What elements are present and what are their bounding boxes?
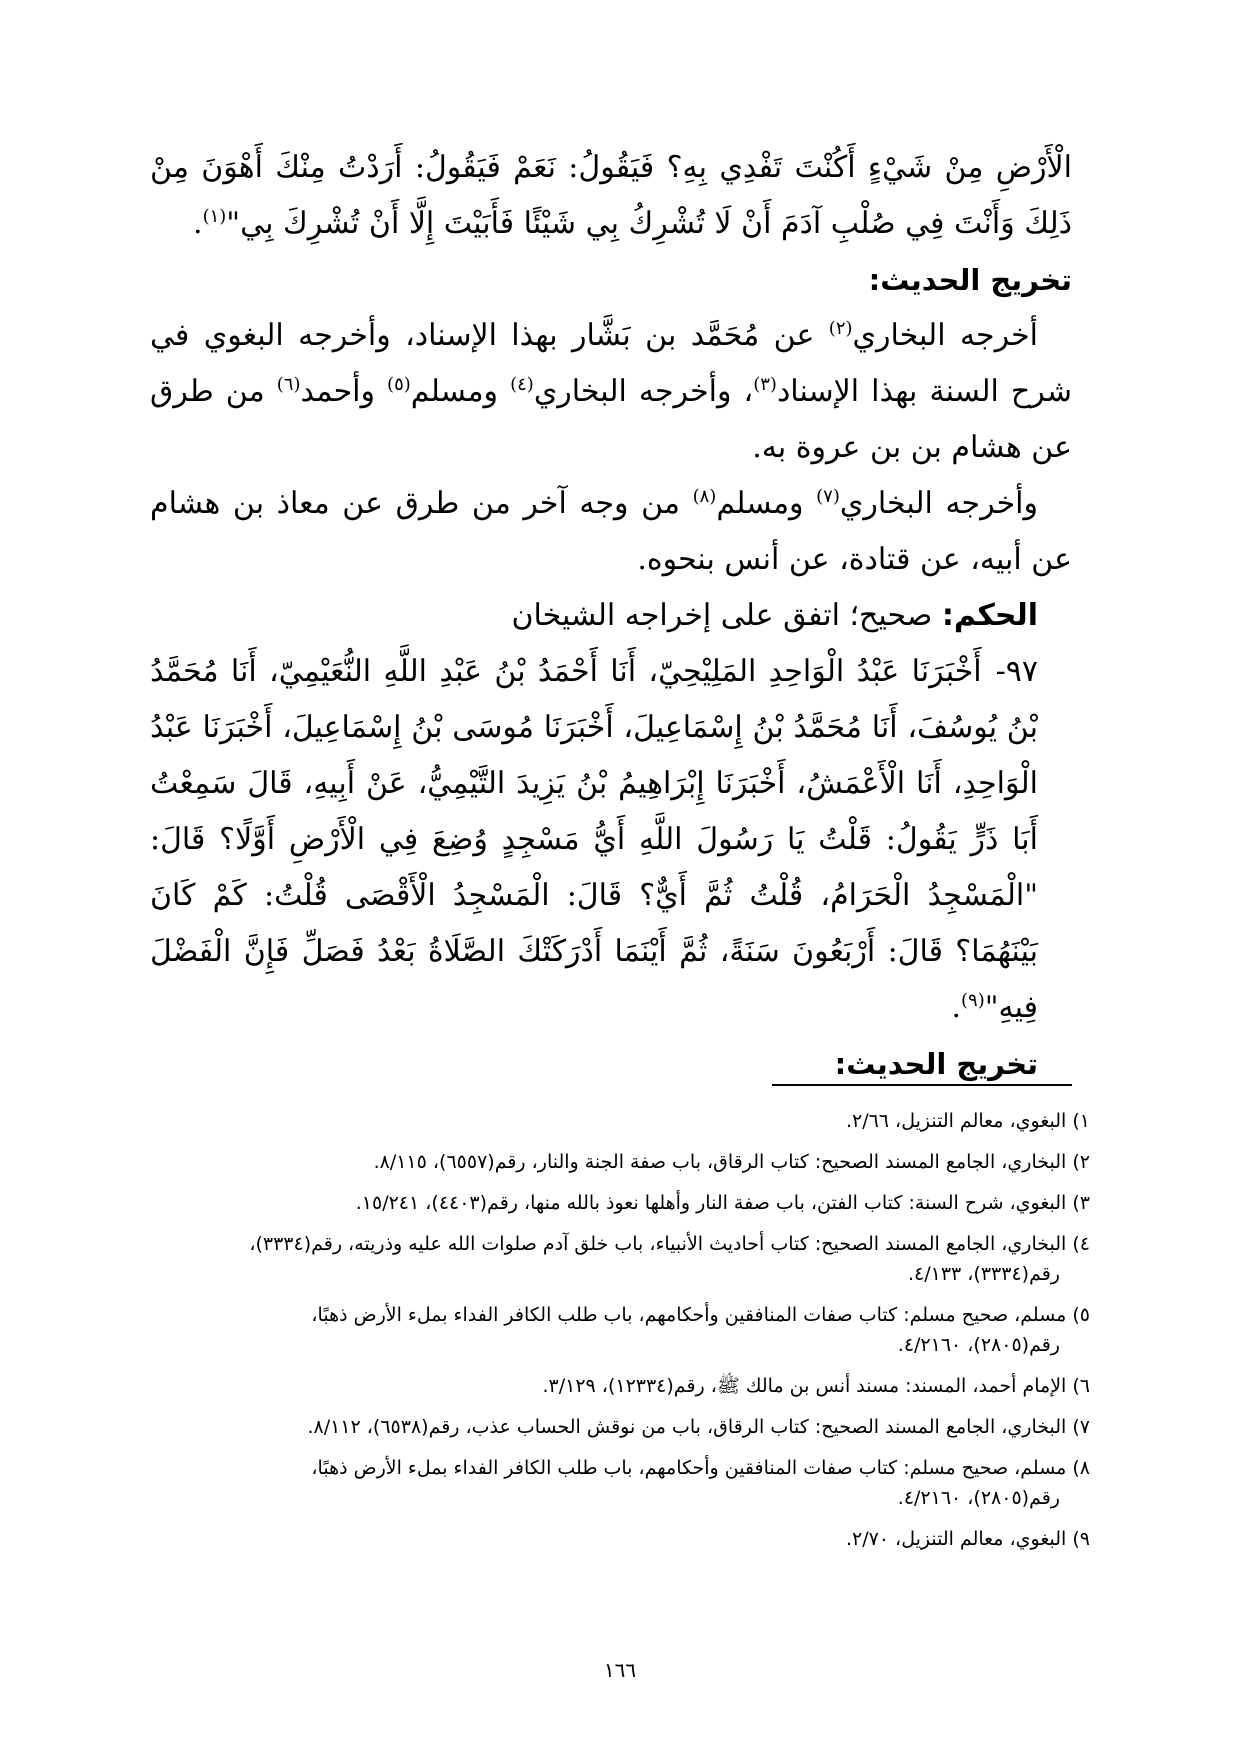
footnote-ref-1[interactable]: (١) — [202, 206, 227, 227]
footnote-7 — [150, 1412, 1090, 1442]
footnote-ref-3[interactable]: (٣) — [753, 374, 777, 395]
text-span: وأخرجه البخاري — [839, 486, 1038, 521]
period: . — [951, 990, 961, 1025]
footnote-text: ٨) مسلم، صحيح مسلم: كتاب صفات المنافقين وأحكامهم، باب طلب الكافر الفداء بملء الأرض ذهبًا، — [311, 1457, 1090, 1479]
paragraph-takhrij-1 — [150, 308, 1072, 476]
ruling-label: الحكم: — [941, 598, 1038, 633]
footnote-text: ٣) البغوي، شرح السنة: كتاب الفتن، باب صفة النار وأهلها نعوذ بالله منها، رقم(٤٤٠٣)، ١٥/٢٤١. — [355, 1192, 1090, 1214]
footnote-divider — [772, 1084, 1072, 1086]
text-span: من وجه آخر من طرق عن معاذ بن هشام عن أبيه، عن قتادة، عن أنس بنحوه. — [150, 486, 1072, 577]
footnote-text: ٢) البخاري، الجامع المسند الصحيح: كتاب الرقاق، باب صفة الجنة والنار، رقم(٦٥٥٧)، ٨/١١٥. — [373, 1151, 1090, 1173]
footnote-5 — [150, 1300, 1090, 1360]
hadith-97 — [150, 644, 1072, 1036]
hadith-continuation-text: الْأَرْضِ مِنْ شَيْءٍ أَكُنْتَ تَفْدِي بِهِ؟ فَيَقُولُ: نَعَمْ فَيَقُولُ: أَرَدْتُ مِنْكَ أَهْوَنَ مِنْ ذَلِكَ وَأَنْتَ فِي صُلْبِ آدَمَ أَنْ لَا تُشْرِكُ بِي شَيْئًا فَأَبَيْتَ إِلَّا أَنْ تُشْرِكَ بِي" — [150, 150, 1072, 241]
main-text — [150, 140, 1072, 1092]
footnote-text-cont: رقم(٢٨٠٥)، ٤/٢١٦٠. — [897, 1487, 1060, 1509]
text-span: أخرجه البخاري — [852, 318, 1039, 353]
footnote-3 — [150, 1188, 1090, 1218]
footnotes-list — [150, 1106, 1090, 1565]
footnote-ref-8[interactable]: (٨) — [692, 486, 717, 507]
section-heading-takhrij-2: تخريج الحديث: — [834, 1047, 1038, 1081]
hadith-text: أَخْبَرَنَا عَبْدُ الْوَاحِدِ المَلِيْحِيّ، أَنَا أَحْمَدُ بْنُ عَبْدِ اللَّهِ النُّعَيْمِيّ، أَنَا مُحَمَّدُ بْنُ يُوسُفَ، أَنَا مُحَمَّدُ بْنُ إِسْمَاعِيلَ، أَخْبَرَنَا مُوسَى بْنُ إِسْمَاعِيلَ، أَخْبَرَنَا عَبْدُ الْوَاحِدِ، أَنَا الْأَعْمَشُ، أَخْبَرَنَا إِبْرَاهِيمُ بْنُ يَزِيدَ التَّيْمِيُّ، عَنْ أَبِيهِ، قَالَ سَمِعْتُ أَبَا ذَرٍّ يَقُولُ: قَلْتُ يَا رَسُولَ اللَّهِ أَيُّ مَسْجِدٍ وُضِعَ فِي الْأَرْضِ أَوَّلًا؟ قَالَ: "الْمَسْجِدُ الْحَرَامُ، قُلْتُ ثُمَّ أَيٌّ؟ قَالَ: الْمَسْجِدُ الْأَقْصَى قُلْتُ: كَمْ كَانَ بَيْنَهُمَا؟ قَالَ: أَرْبَعُونَ سَنَةً، ثُمَّ أَيْنَمَا أَدْرَكَتْكَ الصَّلَاةُ بَعْدُ فَصَلِّ فَإِنَّ الْفَضْلَ فِيهِ" — [150, 654, 1038, 1025]
section-heading-takhrij: تخريج الحديث: — [868, 263, 1072, 297]
footnote-text: ٦) الإمام أحمد، المسند: مسند أنس بن مالك ﷺ، رقم(١٢٣٣٤)، ٣/١٢٩. — [542, 1375, 1090, 1397]
page-number: ١٦٦ — [603, 1658, 637, 1682]
footnote-2 — [150, 1147, 1090, 1177]
footnote-1 — [150, 1106, 1090, 1136]
footnote-text-cont: رقم(٢٨٠٥)، ٤/٢١٦٠. — [897, 1334, 1060, 1356]
footnote-ref-4[interactable]: (٤) — [510, 374, 534, 395]
footnote-text: ١) البغوي، معالم التنزيل، ٢/٦٦. — [845, 1110, 1090, 1132]
footnote-text-cont: رقم(٣٣٣٤)، ٤/١٣٣. — [907, 1263, 1060, 1285]
text-span: من طرق عن هشام بن بن عروة به. — [150, 374, 1072, 465]
footnote-6 — [150, 1371, 1090, 1401]
text-span: ومسلم — [410, 374, 511, 409]
footnote-4 — [150, 1229, 1090, 1289]
footnote-text: ٤) البخاري، الجامع المسند الصحيح: كتاب أحاديث الأنبياء، باب خلق آدم صلوات الله عليه وذريته، رقم(٣٣٣٤)، — [249, 1233, 1090, 1255]
text-span: ، وأخرجه البخاري — [533, 374, 754, 409]
paragraph-ruling — [150, 588, 1072, 644]
ruling-text: صحيح؛ اتفق على إخراجه الشيخان — [511, 598, 942, 633]
footnote-8 — [150, 1453, 1090, 1513]
footnote-ref-6[interactable]: (٦) — [276, 374, 301, 395]
footnote-text: ٩) البغوي، معالم التنزيل، ٢/٧٠. — [845, 1528, 1090, 1550]
footnote-ref-9[interactable]: (٩) — [960, 990, 985, 1011]
footnote-9 — [150, 1524, 1090, 1554]
footnote-text: ٧) البخاري، الجامع المسند الصحيح: كتاب الرقاق، باب من نوقش الحساب عذب، رقم(٦٥٣٨)، ٨/١١٢. — [307, 1416, 1090, 1438]
paragraph-takhrij-2 — [150, 476, 1072, 588]
text-span: وأحمد — [300, 374, 388, 409]
text-span: ومسلم — [716, 486, 817, 521]
text-span: عن مُحَمَّد بن بَشَّار بهذا الإسناد، وأخرجه البغوي في شرح السنة بهذا الإسناد — [150, 318, 1072, 409]
hadith-number: ٩٧- — [995, 654, 1038, 689]
paragraph-hadith-continuation — [150, 140, 1072, 252]
footnote-ref-7[interactable]: (٧) — [816, 486, 840, 507]
period: . — [193, 206, 203, 241]
footnote-ref-5[interactable]: (٥) — [387, 374, 411, 395]
footnote-ref-2[interactable]: (٢) — [828, 318, 853, 339]
footnote-text: ٥) مسلم، صحيح مسلم: كتاب صفات المنافقين وأحكامهم، باب طلب الكافر الفداء بملء الأرض ذهبًا، — [311, 1304, 1090, 1326]
